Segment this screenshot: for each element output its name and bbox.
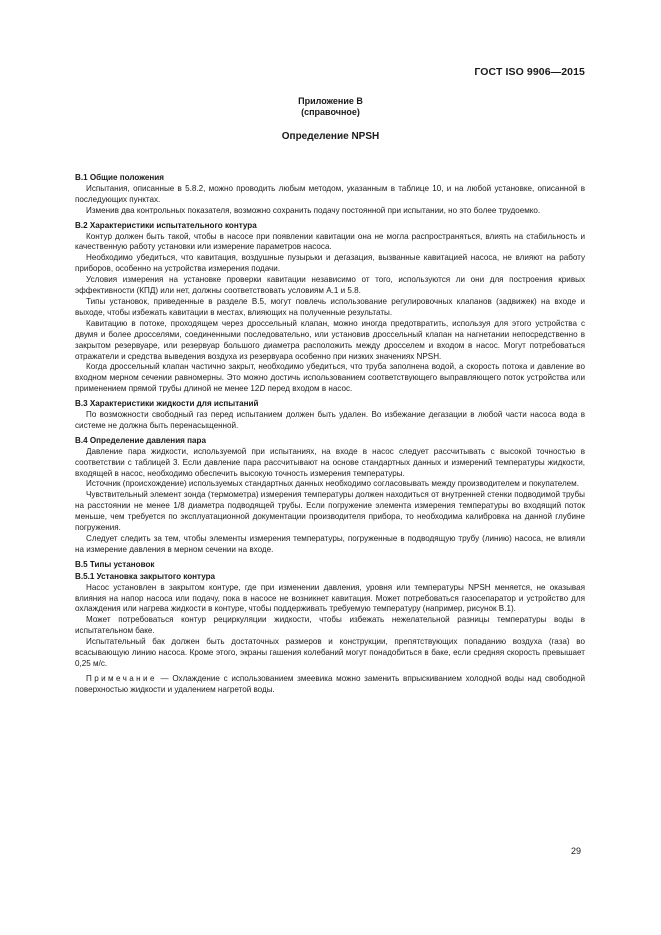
section-heading-b1: В.1 Общие положения xyxy=(75,173,164,182)
document-body xyxy=(75,173,585,696)
paragraph: Условия измерения на установке проверки кавитации независимо от того, используются ли они для построения кривых эффективности (КПД) или нет, должны соответствовать условиям А.1 и 5.8. xyxy=(75,275,585,296)
annex-header xyxy=(0,96,661,118)
section-heading-b4: В.4 Определение давления пара xyxy=(75,435,206,445)
paragraph: Источник (происхождение) используемых стандартных данных необходимо согласовывать между производителем и покупателем. xyxy=(86,479,579,489)
note xyxy=(75,674,585,696)
paragraph: Следует следить за тем, чтобы элементы измерения температуры, погруженные в подводящую трубу (линию) насоса, не влияли на измерение давления в мерном сечении на входе. xyxy=(75,534,585,554)
paragraph: Необходимо убедиться, что кавитация, воздушные пузырьки и дегазация, вызванные кавитацией насоса, не влияют на работу приборов, особенно на устройства измерения подачи. xyxy=(75,253,585,274)
paragraph: Давление пара жидкости, используемой при испытаниях, на входе в насос следует рассчитывать с высокой точностью в соответствии с таблицей 3. Если давление пара рассчитывают на основе стандартных данных и измерений температуры жидкости, входящей в насос, необходимо обеспечить высокую точность измерения температуры. xyxy=(75,446,585,478)
note-label: Примечание xyxy=(86,673,157,683)
paragraph: Изменив два контрольных показателя, возможно сохранить подачу постоянной при испытании, но это более трудоемко. xyxy=(86,205,541,215)
text-run: Когда дроссельный клапан частично закрыт, необходимо убедиться, что труба заполнена водой, а скорость потока и давление во входном мерном сечении равномерны. Это можно достичь использованием соответствующего выправляющего поток устройства или применением прямой трубы длиной не менее 12 xyxy=(75,362,585,394)
paragraph: Чувствительный элемент зонда (термометра) измерения температуры должен находиться от внутренней стенки подводимой трубы на расстоянии не менее 1/8 диаметра подводящей трубы. Если погружение элемента измерения температуры во входящий поток меньше, чем требуется по эксплуатационной документации производителя прибора, то необходима калибровка на данной глубине погружения. xyxy=(75,490,585,533)
paragraph: Кавитацию в потоке, проходящем через дроссельный клапан, можно иногда предотвратить, используя для этого устройства с двумя и более дросселями, соединенными последовательно, или установив дроссельный клапан на нагнетании непосредственно в закрытом резервуаре, или резервуар большого диаметра расположить между дросселем и входом в насос. Могут потребоваться отражатели и средства выведения воздуха из резервуара особенно при низких значениях NPSH. xyxy=(75,318,585,361)
paragraph: Испытательный бак должен быть достаточных размеров и конструкции, препятствующих попаданию воздуха (газа) во всасывающую линию насоса. Кроме этого, экраны гашения колебаний могут понадобиться в баке, если средняя скорость превышает 0,25 м/с. xyxy=(75,637,585,668)
section-heading-b3: В.3 Характеристики жидкости для испытаний xyxy=(75,399,259,409)
section-heading-b2: В.2 Характеристики испытательного контура xyxy=(75,220,257,230)
paragraph: Контур должен быть такой, чтобы в насосе при появлении кавитации она не могла распространяться, влиять на стабильность и качественную работу установки или измерение параметров насоса. xyxy=(75,231,585,252)
paragraph: Может потребоваться контур рециркуляции жидкости, чтобы избежать нежелательной разницы температуры воды в испытательном баке. xyxy=(75,615,585,636)
paragraph: Испытания, описанные в 5.8.2, можно проводить любым методом, указанным в таблице 10, и на любой установке, описанной в последующих пунктах. xyxy=(75,183,585,204)
italic-symbol: D xyxy=(259,384,266,394)
section-heading-b5: В.5 Типы установок xyxy=(75,559,155,569)
text-run: перед входом в насос. xyxy=(265,384,353,394)
subsection-heading-b5-1: В.5.1 Установка закрытого контура xyxy=(75,571,216,581)
paragraph xyxy=(75,362,585,395)
paragraph: Типы установок, приведенные в разделе В.5, могут повлечь использование регулировочных клапанов (задвижек) на входе и выходе, чтобы избежать кавитации в местах, влияющих на полученные результаты. xyxy=(75,296,585,317)
annex-title: Определение NPSH xyxy=(281,131,380,142)
paragraph: Насос установлен в закрытом контуре, где при изменении давления, уровня или температуры NPSH меняется, не оказывая влияния на напор насоса или подачу, пока в насосе не возникнет кавитация. Может потребоваться газосепаратор и устройство для охлаждения или нагрева жидкости в контуре, чтобы поддерживать требуемую температуру (например, рисунок В.1). xyxy=(75,582,585,614)
annex-label: Приложение В xyxy=(298,96,363,106)
page-number: 29 xyxy=(570,846,581,856)
annex-type: (справочное) xyxy=(301,107,360,117)
standard-designation: ГОСТ ISO 9906—2015 xyxy=(474,66,585,78)
paragraph: По возможности свободный газ перед испытанием должен быть удален. Во избежание дегазации в любой части насоса вода в системе не должна быть перенасыщенной. xyxy=(75,410,585,430)
note-text: — Охлаждение с использованием змеевика можно заменить впрыскиванием холодной воды над свободной поверхностью жидкости и удалением нагретой воды. xyxy=(75,673,585,694)
